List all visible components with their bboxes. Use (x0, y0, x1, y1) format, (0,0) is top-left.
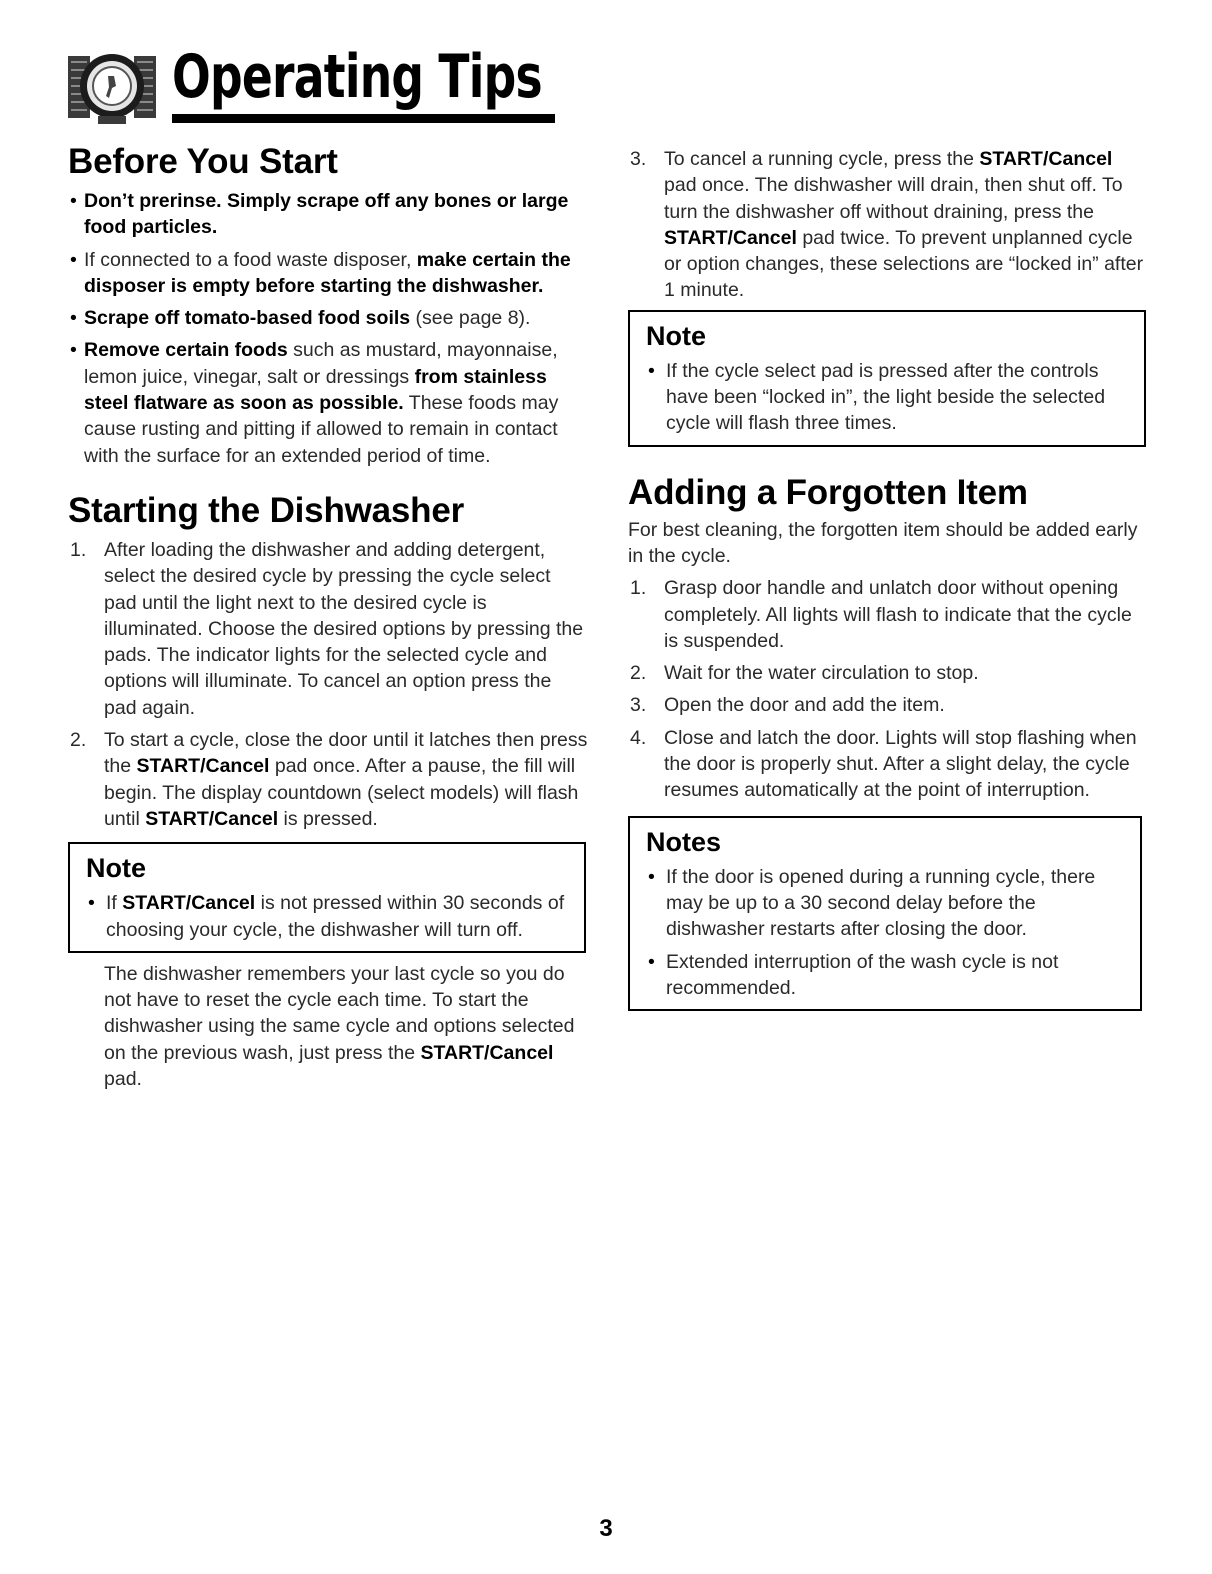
starting-dishwasher-heading: Starting the Dishwasher (68, 490, 465, 530)
note-title: Note (86, 853, 146, 884)
list-item: • Extended interruption of the wash cycle is not recommended. (646, 949, 1122, 1002)
note-list (646, 358, 1126, 437)
note-title: Note (646, 320, 706, 351)
step-item: 1. After loading the dishwasher and adding detergent, select the desired cycle by pressing the cycle select pad until the light next to the desired cycle is illuminated. Choose the desired options by pressing the pads. The indicator lights for the selected cycle and options will illuminate. To cancel an option press the pad again. (70, 538, 584, 719)
start-note-box (68, 842, 586, 953)
list-item: • If START/Cancel is not pressed within 30 seconds of choosing your cycle, the dishwasher will turn off. (86, 890, 566, 943)
list-item: • Don’t prerinse. Simply scrape off any bones or large food particles. (68, 188, 588, 241)
right-column (628, 140, 1148, 1011)
forgotten-intro: For best cleaning, the forgotten item should be added early in the cycle. (628, 518, 1138, 567)
page-number: 3 (599, 1515, 613, 1542)
page-header (68, 38, 542, 128)
forgotten-item-heading: Adding a Forgotten Item (628, 472, 1028, 512)
list-item: • If the cycle select pad is pressed after the controls have been “locked in”, the light beside the selected cycle will flash three times. (646, 358, 1126, 437)
step-item: 1. Grasp door handle and unlatch door without opening completely. All lights will flash to indicate that the cycle is suspended. (630, 577, 1132, 652)
notes-title: Notes (646, 826, 722, 857)
remembers-cycle-paragraph: The dishwasher remembers your last cycle so you do not have to reset the cycle each time. To start the dishwasher using the same cycle and options selected on the previous wash, just press the START/Cancel pad. (104, 962, 575, 1091)
note-list (86, 890, 566, 943)
before-you-start-heading: Before You Start (68, 142, 338, 181)
list-item: • If connected to a food waste disposer, make certain the disposer is empty before starting the dishwasher. (68, 247, 588, 300)
left-column (68, 140, 588, 1092)
page-title: Operating Tips (172, 42, 542, 112)
before-you-start-list (68, 188, 588, 469)
list-item: • Scrape off tomato-based food soils (see page 8). (68, 305, 588, 331)
dishwasher-rack-icon (68, 46, 156, 126)
title-underline (172, 114, 555, 123)
locked-note-box (628, 310, 1146, 447)
cancel-step-list (628, 146, 1148, 304)
forgotten-notes-box (628, 816, 1142, 1011)
forgotten-steps-list (628, 575, 1148, 803)
starting-steps-list (68, 537, 588, 832)
step-item: 2. To start a cycle, close the door until it latches then press the START/Cancel pad once. After a pause, the fill will begin. The display countdown (select models) will flash until START/Cancel is pressed. (70, 729, 588, 830)
step-item: 2. Wait for the water circulation to stop. (630, 662, 979, 685)
list-item: • Remove certain foods such as mustard, mayonnaise, lemon juice, vinegar, salt or dressings from stainless steel flatware as soon as possible. These foods may cause rusting and pitting if allowed to remain in contact with the surface for an extended period of time. (68, 337, 588, 468)
step-item: 4. Close and latch the door. Lights will stop flashing when the door is properly shut. After a slight delay, the cycle resumes automatically at the point of interruption. (630, 726, 1137, 802)
step-item: 3. Open the door and add the item. (630, 694, 945, 717)
notes-list (646, 864, 1122, 1001)
list-item: • If the door is opened during a running cycle, there may be up to a 30 second delay before the dishwasher restarts after closing the door. (646, 864, 1122, 943)
step-item: 3. To cancel a running cycle, press the START/Cancel pad once. The dishwasher will drain, then shut off. To turn the dishwasher off without draining, press the START/Cancel pad twice. To prevent unplanned cycle or option changes, these selections are “locked in” after 1 minute. (630, 148, 1144, 302)
